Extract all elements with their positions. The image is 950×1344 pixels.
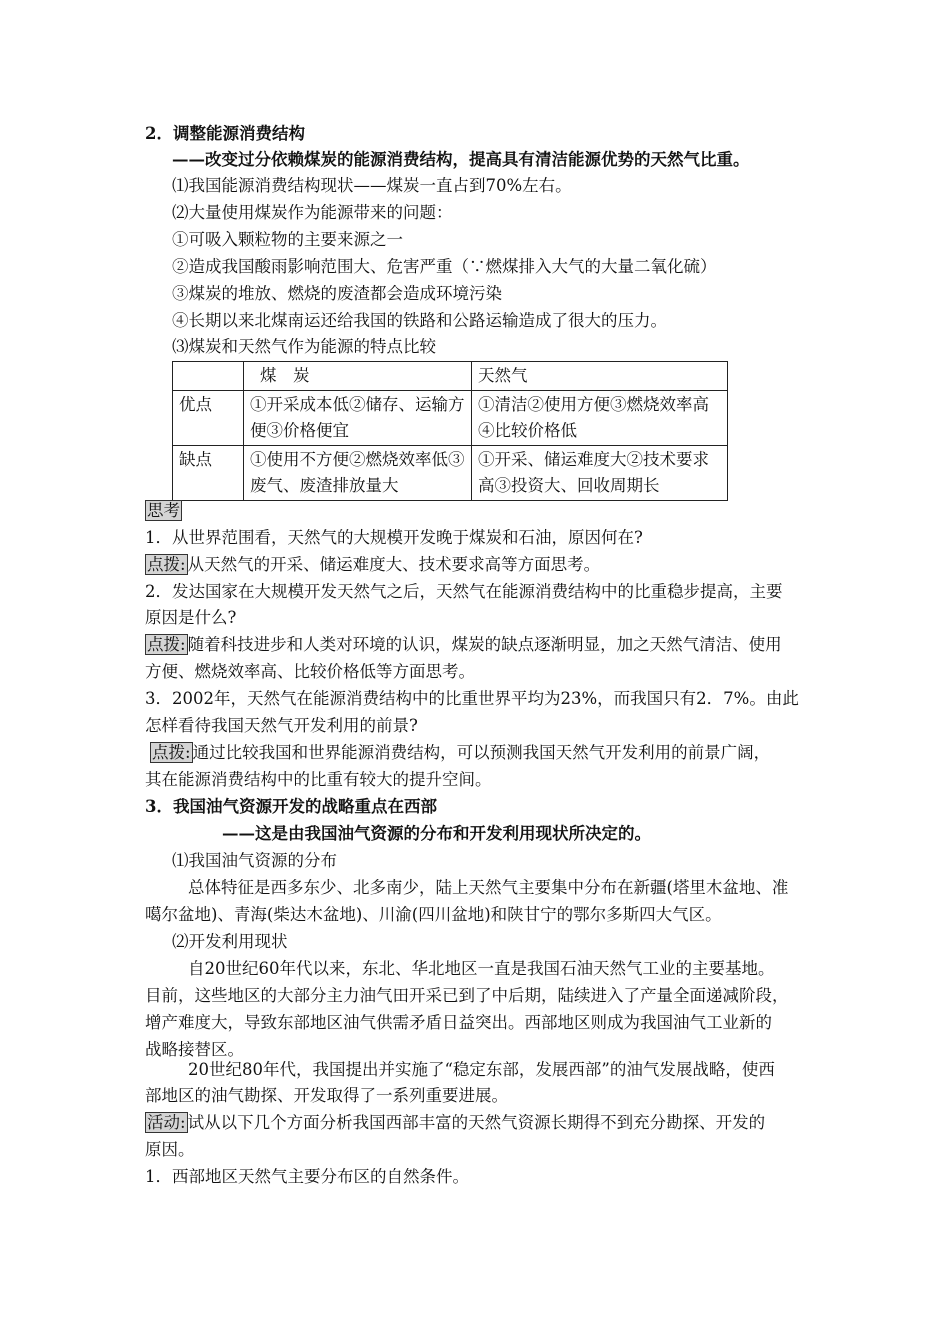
table-row — [173, 391, 728, 446]
activity-label: 活动: — [147, 1113, 186, 1132]
table-header-cell — [173, 362, 244, 391]
think-answer-2: 点拨: 随着科技进步和人类对环境的认识，煤炭的缺点逐渐明显，加之天然气清洁、使用 — [147, 635, 782, 654]
think-question-3: 3．2002年，天然气在能源消费结构中的比重世界平均为23%，而我国只有2．7%。由此 — [145, 689, 799, 708]
status-text-cont: 增产难度大，导致东部地区油气供需矛盾日益突出。西部地区则成为我国油气工业新的 — [145, 1013, 772, 1032]
think-question-3-cont: 怎样看待我国天然气开发利用的前景? — [145, 716, 418, 735]
distribution-text: 总体特征是西多东少、北多南少，陆上天然气主要集中分布在新疆(塔里木盆地、准 — [188, 878, 789, 897]
hint-label: 点拨: — [147, 555, 186, 574]
problem-item-4: ④长期以来北煤南运还给我国的铁路和公路运输造成了很大的压力。 — [172, 311, 667, 330]
section2-subheading: ——改变过分依赖煤炭的能源消费结构，提高具有清洁能源优势的天然气比重。 — [172, 150, 750, 169]
status-text-cont: 目前，这些地区的大部分主力油气田开采已到了中后期，陆续进入了产量全面递减阶段， — [145, 986, 789, 1005]
status-text: 自20世纪60年代以来，东北、华北地区一直是我国石油天然气工业的主要基地。 — [188, 959, 775, 978]
distribution-text-cont: 噶尔盆地)、青海(柴达木盆地)、川渝(四川盆地)和陕甘宁的鄂尔多斯四大气区。 — [145, 905, 722, 924]
section2-point-2: ⑵大量使用煤炭作为能源带来的问题： — [172, 203, 453, 222]
activity-question-1: 1．西部地区天然气主要分布区的自然条件。 — [145, 1167, 469, 1186]
section2-heading: 2．调整能源消费结构 — [145, 124, 305, 143]
think-label: 思考 — [147, 501, 180, 520]
hint-label: 点拨: — [147, 635, 186, 654]
think-question-2: 2．发达国家在大规模开发天然气之后，天然气在能源消费结构中的比重稳步提高，主要 — [145, 582, 783, 601]
section2-point-1: ⑴我国能源消费结构现状——煤炭一直占到70%左右。 — [172, 176, 572, 195]
think-answer-1: 点拨: 从天然气的开采、储运难度大、技术要求高等方面思考。 — [147, 555, 601, 574]
section3-point-1: ⑴我国油气资源的分布 — [172, 851, 337, 870]
coal-cell: ①开采成本低②储存、运输方便③价格便宜 — [244, 391, 472, 446]
table-row — [173, 446, 728, 501]
think-answer-3-cont: 其在能源消费结构中的比重有较大的提升空间。 — [145, 770, 492, 789]
problem-item-2: ②造成我国酸雨影响范围大、危害严重（∵燃煤排入大气的大量二氧化硫） — [172, 257, 717, 276]
think-question-2-cont: 原因是什么? — [145, 608, 237, 627]
strategy-text: 20世纪80年代，我国提出并实施了“稳定东部，发展西部”的油气发展战略，使西 — [188, 1060, 775, 1079]
coal-cell: ①使用不方便②燃烧效率低③废气、废渣排放量大 — [244, 446, 472, 501]
think-answer-2-cont: 方便、燃烧效率高、比较价格低等方面思考。 — [145, 662, 475, 681]
problem-item-3: ③煤炭的堆放、燃烧的废渣都会造成环境污染 — [172, 284, 502, 303]
activity-text: 活动: 试从以下几个方面分析我国西部丰富的天然气资源长期得不到充分勘探、开发的 — [147, 1113, 766, 1132]
row-label: 优点 — [173, 391, 244, 446]
gas-cell: ①清洁②使用方便③燃烧效率高④比较价格低 — [472, 391, 728, 446]
problem-item-1: ①可吸入颗粒物的主要来源之一 — [172, 230, 403, 249]
strategy-text-cont: 部地区的油气勘探、开发取得了一系列重要进展。 — [145, 1086, 508, 1105]
table-header-cell — [244, 362, 472, 391]
status-text-cont: 战略接替区。 — [145, 1040, 244, 1059]
think-question-1: 1．从世界范围看，天然气的大规模开发晚于煤炭和石油，原因何在? — [145, 528, 643, 547]
section2-point-3: ⑶煤炭和天然气作为能源的特点比较 — [172, 337, 436, 356]
section3-heading: 3．我国油气资源开发的战略重点在西部 — [145, 797, 437, 816]
comparison-table — [172, 361, 728, 501]
table-header-cell: 天然气 — [472, 362, 728, 391]
row-label: 缺点 — [173, 446, 244, 501]
activity-text-cont: 原因。 — [145, 1140, 195, 1159]
section3-subheading: ——这是由我国油气资源的分布和开发利用现状所决定的。 — [222, 824, 651, 843]
coal-header: 煤 炭 — [260, 366, 310, 385]
hint-label: 点拨: — [152, 743, 191, 762]
section3-point-2: ⑵开发利用现状 — [172, 932, 288, 951]
think-answer-3: 点拨: 通过比较我国和世界能源消费结构，可以预测我国天然气开发利用的前景广阔， — [152, 743, 771, 762]
table-header-row — [173, 362, 728, 391]
gas-cell: ①开采、储运难度大②技术要求高③投资大、回收周期长 — [472, 446, 728, 501]
